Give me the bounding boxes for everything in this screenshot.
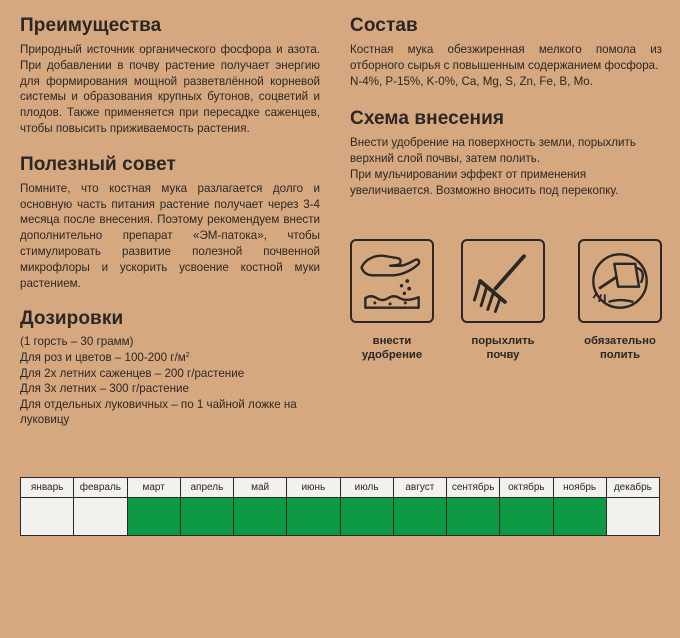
dosage-two-year: Для 2х летних саженцев – 200 г/растение	[20, 366, 245, 380]
month-october: октябрь	[500, 478, 553, 498]
right-column	[350, 14, 662, 215]
application-calendar	[20, 477, 660, 536]
cell-august	[393, 498, 446, 536]
step-2-caption	[453, 334, 553, 362]
step-3-box	[578, 239, 662, 323]
rake-icon	[463, 241, 543, 321]
tip-section	[20, 153, 320, 292]
step-1-line-2: удобрение	[361, 349, 423, 361]
dosage-roses-text: Для роз и цветов – 100-200 г/м	[20, 350, 186, 364]
cell-march	[127, 498, 180, 536]
dosage-roses-sup: 2	[185, 351, 190, 359]
month-june: июнь	[287, 478, 340, 498]
dosage-three-year: Для 3х летних – 300 г/растение	[20, 382, 189, 396]
scheme-text-2: При мульчировании эффект от применения увеличивается. Возможно вносить под перекопку.	[350, 167, 619, 197]
month-august: август	[393, 478, 446, 498]
month-july: июль	[340, 478, 393, 498]
cell-november	[553, 498, 606, 536]
step-3-line-2: полить	[599, 349, 641, 361]
step-2-box	[461, 239, 545, 323]
step-2-line-1: порыхлить	[471, 335, 535, 347]
cell-december	[606, 498, 659, 536]
dosage-bulbs: Для отдельных луковичных – по 1 чайной ложке на луковицу	[20, 397, 297, 427]
cell-october	[500, 498, 553, 536]
dosage-handful: (1 горсть – 30 грамм)	[20, 335, 134, 349]
cell-july	[340, 498, 393, 536]
calendar-months-row	[21, 478, 660, 498]
watering-can-icon	[580, 241, 660, 321]
step-1-box	[350, 239, 434, 323]
cell-may	[234, 498, 287, 536]
scheme-section	[350, 107, 662, 198]
tip-title: Полезный совет	[20, 153, 176, 175]
composition-elements: N-4%, P-15%, K-0%, Ca, Mg, S, Zn, Fe, B, Mo.	[350, 74, 593, 88]
advantages-title: Преимущества	[20, 15, 162, 36]
month-may: май	[234, 478, 287, 498]
left-column	[20, 14, 320, 444]
month-march: март	[127, 478, 180, 498]
application-steps	[350, 239, 662, 369]
step-3-caption	[570, 334, 670, 362]
hand-sprinkle-icon	[352, 241, 432, 321]
advantages-text: Природный источник органического фосфора и азота. При добавлении в почву растение получает энергию для формирования мощной разветвлённой корневой системы и образования крупных бутонов, соцветий и плодов. Также применяется при пересадке саженцев, чтобы повысить приживаемость растения.	[20, 43, 320, 135]
composition-text: Костная мука обезжиренная мелкого помола из отборного сырья с повышенным содержанием фосфора.	[350, 43, 662, 72]
cell-september	[447, 498, 500, 536]
scheme-text-1: Внести удобрение на поверхность земли, порыхлить верхний слой почвы, затем полить.	[350, 136, 636, 166]
composition-title: Состав	[350, 15, 418, 36]
month-september: сентябрь	[447, 478, 500, 498]
cell-february	[74, 498, 127, 536]
cell-june	[287, 498, 340, 536]
month-november: ноябрь	[553, 478, 606, 498]
calendar-activity-row	[21, 498, 660, 536]
step-1-caption	[342, 334, 442, 362]
cell-april	[180, 498, 233, 536]
cell-january	[21, 498, 74, 536]
tip-text: Помните, что костная мука разлагается долго и основную часть питания растение получает через 3-4 месяца после внесения. Поэтому рекомендуем внести дополнительно препарат «ЭМ-патока», чтобы стимулировать развитие полезной почвенной микрофлоры и ускорить усвоение костной муки растением.	[20, 181, 320, 290]
step-3-line-1: обязательно	[584, 335, 656, 347]
month-january: январь	[21, 478, 74, 498]
month-december: декабрь	[606, 478, 659, 498]
month-april: апрель	[180, 478, 233, 498]
scheme-title: Схема внесения	[350, 108, 505, 130]
dosage-section	[20, 307, 320, 428]
month-february: февраль	[74, 478, 127, 498]
dosage-title: Дозировки	[20, 308, 124, 330]
composition-section	[350, 14, 662, 89]
step-1-line-1: внести	[372, 335, 412, 347]
dosage-roses	[20, 350, 320, 366]
step-2-line-2: почву	[486, 349, 520, 361]
advantages-section	[20, 14, 320, 137]
